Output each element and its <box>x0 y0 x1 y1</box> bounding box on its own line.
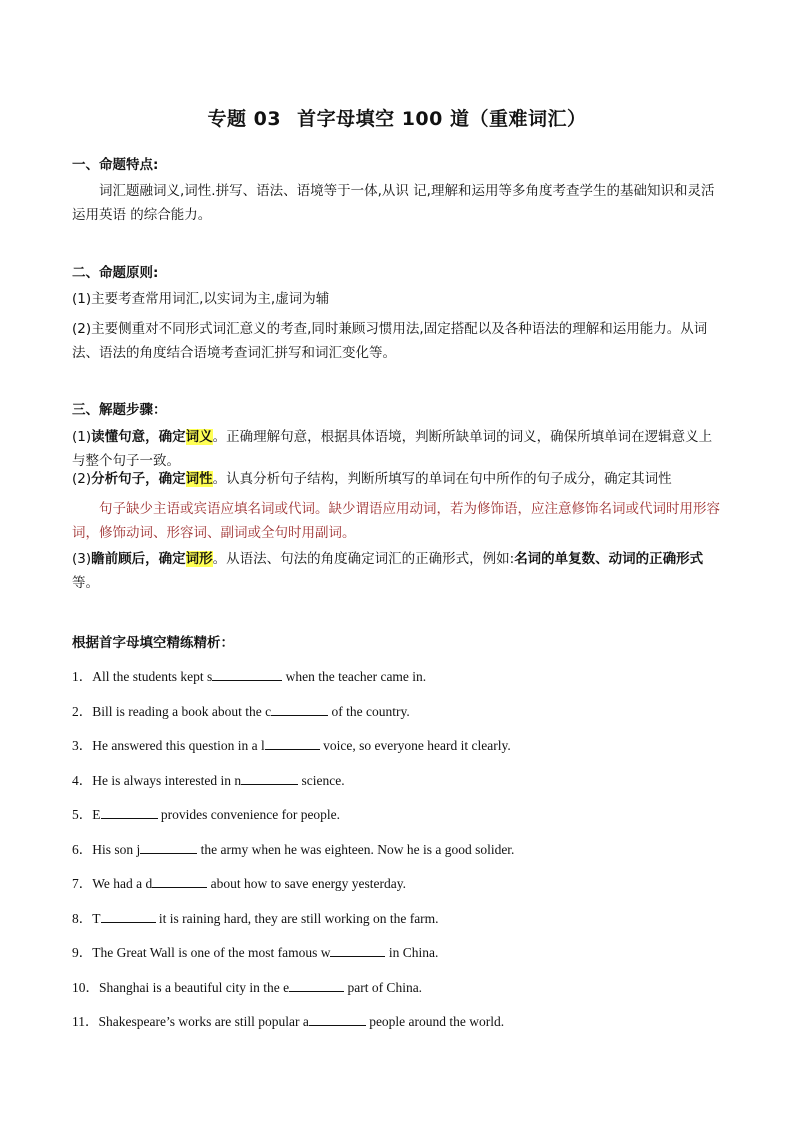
question-item <box>72 665 426 685</box>
question-text-before: Shakespeare’s works are still popular a <box>98 1014 309 1029</box>
question-text-after: people around the world. <box>365 1014 505 1029</box>
answer-blank[interactable] <box>101 806 158 819</box>
step-3-lead: 瞻前顾后，确定 <box>91 551 186 567</box>
question-text-after: it is raining hard, they are still working on the farm. <box>155 911 439 926</box>
section-2-heading: 二、命题原则: <box>72 265 159 281</box>
question-number: 7． <box>72 876 93 891</box>
question-text-before: He answered this question in a l <box>92 738 265 753</box>
question-text-after: part of China. <box>344 980 423 995</box>
section-4-heading: 根据首字母填空精练精析： <box>72 635 234 651</box>
title-part-2: 首字母填空 100 道（重难词汇） <box>297 108 587 130</box>
section-1-text: 词汇题融词义,词性.拼写、语法、语境等于一体,从识 记,理解和运用等多角度考查学生的基础知识和灵活运用英语 的综合能力。 <box>72 183 715 223</box>
question-item <box>72 803 340 823</box>
question-text-before: His son j <box>92 842 141 857</box>
question-item <box>72 838 514 858</box>
answer-blank[interactable] <box>152 875 207 888</box>
question-text-before: Shanghai is a beautiful city in the e <box>99 980 290 995</box>
answer-blank[interactable] <box>241 772 298 785</box>
step-2 <box>72 467 724 491</box>
answer-blank[interactable] <box>101 910 156 923</box>
question-item <box>72 976 422 996</box>
question-item <box>72 734 511 754</box>
question-number: 9． <box>72 945 93 960</box>
question-number: 6． <box>72 842 93 857</box>
question-item <box>72 700 410 720</box>
question-text-after: about how to save energy yesterday. <box>207 876 406 891</box>
answer-blank[interactable] <box>212 668 282 681</box>
question-text-after: of the country. <box>328 704 410 719</box>
section-3-heading: 三、解题步骤： <box>72 402 167 418</box>
step-2-num: (2) <box>72 471 92 487</box>
question-text-before: E <box>92 807 101 822</box>
answer-blank[interactable] <box>309 1013 366 1026</box>
question-text-before: All the students kept s <box>92 669 213 684</box>
question-text-after: voice, so everyone heard it clearly. <box>319 738 511 753</box>
step-2-lead: 分析句子，确定 <box>91 471 186 487</box>
step-3-rest: 。从语法、句法的角度确定词汇的正确形式，例如: <box>212 551 515 567</box>
question-item <box>72 769 345 789</box>
question-item <box>72 1010 504 1030</box>
section-2-point-2: (2)主要侧重对不同形式词汇意义的考查,同时兼顾习惯用法,固定搭配以及各种语法的理解和运用能力。从词法、语法的角度结合语境考查词汇拼写和词汇变化等。 <box>72 321 708 361</box>
question-text-before: Bill is reading a book about the c <box>92 704 272 719</box>
question-number: 1． <box>72 669 93 684</box>
step-1-num: (1) <box>72 429 92 445</box>
question-text-after: in China. <box>385 945 439 960</box>
section-1-heading: 一、命题特点: <box>72 157 159 173</box>
question-item <box>72 907 439 927</box>
question-text-before: We had a d <box>92 876 153 891</box>
title-part-1: 专题 03 <box>207 108 282 130</box>
step-1-rest: 。正确理解句意，根据具体语境，判断所缺单词的词义，确保所填单词在逻辑意义上与整个句子一致。 <box>72 429 713 469</box>
section-2-point-1: (1)主要考查常用词汇,以实词为主,虚词为辅 <box>72 291 330 307</box>
step-3-num: (3) <box>72 551 92 567</box>
question-text-after: provides convenience for people. <box>157 807 341 822</box>
answer-blank[interactable] <box>330 944 385 957</box>
question-text-before: He is always interested in n <box>92 773 242 788</box>
question-text-before: The Great Wall is one of the most famous w <box>92 945 331 960</box>
step-2-rest: 。认真分析句子结构，判断所填写的单词在句中所作的句子成分，确定其词性 <box>212 471 672 487</box>
step-3-key: 词形 <box>185 551 213 567</box>
question-text-before: T <box>92 911 101 926</box>
step-1-key: 词义 <box>185 429 213 445</box>
step-1 <box>72 425 724 473</box>
question-number: 3． <box>72 738 93 753</box>
answer-blank[interactable] <box>140 841 197 854</box>
step-1-lead: 读懂句意，确定 <box>91 429 186 445</box>
question-number: 10． <box>72 980 99 995</box>
question-number: 2． <box>72 704 93 719</box>
answer-blank[interactable] <box>271 703 328 716</box>
question-number: 11． <box>72 1014 99 1029</box>
question-text-after: science. <box>298 773 345 788</box>
step-2-key: 词性 <box>185 471 213 487</box>
step-2-note: 句子缺少主语或宾语应填名词或代词。缺少谓语应用动词，若为修饰语，应注意修饰名词或代词时用形容词，修饰动词、形容词、副词或全句时用副词。 <box>72 501 720 541</box>
question-number: 8． <box>72 911 93 926</box>
question-number: 4． <box>72 773 93 788</box>
step-3-bold-tail: 名词的单复数、动词的正确形式 <box>514 551 704 567</box>
question-item <box>72 941 438 961</box>
question-item <box>72 872 406 892</box>
question-text-after: when the teacher came in. <box>282 669 427 684</box>
step-3 <box>72 547 724 595</box>
answer-blank[interactable] <box>265 737 320 750</box>
question-number: 5． <box>72 807 93 822</box>
page-title <box>0 104 794 131</box>
answer-blank[interactable] <box>289 979 344 992</box>
step-3-end: 等。 <box>72 575 99 591</box>
question-text-after: the army when he was eighteen. Now he is a good solider. <box>197 842 515 857</box>
